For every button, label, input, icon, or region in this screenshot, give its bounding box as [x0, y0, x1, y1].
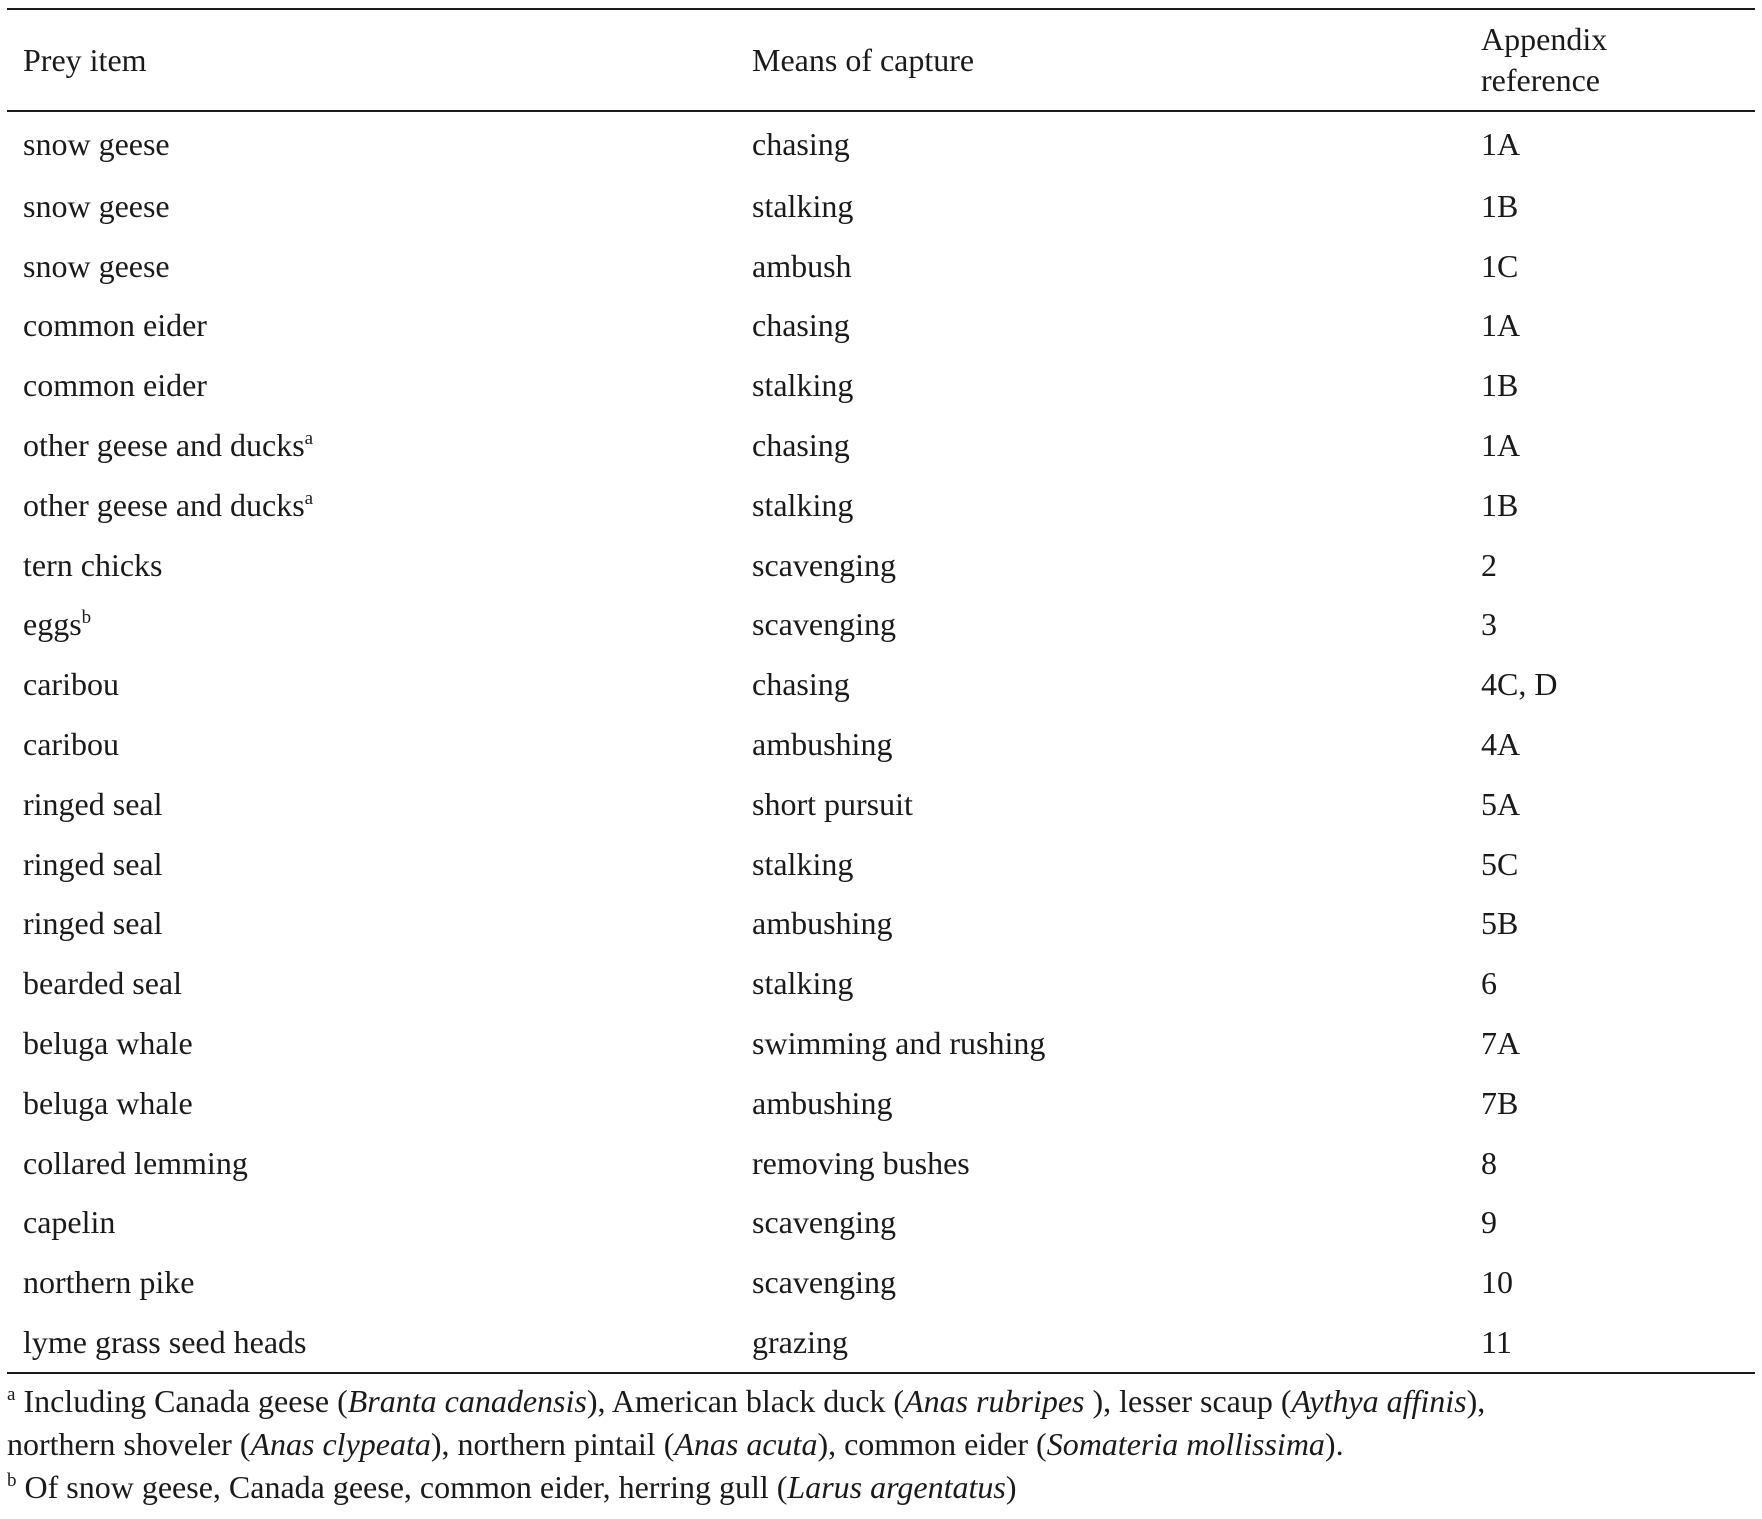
cell-prey-item	[7, 953, 736, 1013]
cell-means-of-capture: swimming and rushing	[752, 1025, 1046, 1062]
cell-means-of-capture: chasing	[752, 126, 850, 162]
table-row	[7, 1312, 1755, 1372]
cell-appendix-reference: 1B	[1481, 486, 1519, 523]
prey-item-text: lyme grass seed heads	[23, 1324, 307, 1361]
prey-item-text: beluga whale	[23, 1025, 193, 1062]
header-prey-item: Prey item	[23, 41, 147, 78]
cell-prey-item	[7, 595, 736, 655]
cell-appendix-reference: 8	[1481, 1144, 1497, 1181]
cell-means-of-capture: ambushing	[752, 726, 893, 763]
table-row	[7, 1193, 1755, 1253]
cell-appendix-reference: 1A	[1481, 307, 1521, 344]
cell-means-of-capture: stalking	[752, 845, 854, 882]
prey-item-text: capelin	[23, 1204, 116, 1241]
cell-appendix-reference: 5C	[1481, 845, 1519, 882]
prey-item-text: common eider	[23, 367, 207, 404]
footnote-a-text: ), northern pintail (	[430, 1425, 675, 1462]
footnote-a-text: northern shoveler (	[7, 1425, 251, 1462]
table-row	[7, 834, 1755, 894]
footnote-b-species: Larus argentatus	[787, 1468, 1006, 1505]
cell-prey-item	[7, 774, 736, 834]
prey-item-text: northern pike	[23, 1264, 195, 1301]
cell-prey-item	[7, 112, 736, 176]
footnote-a-species: Aythya affinis	[1291, 1382, 1467, 1419]
cell-means-of-capture: chasing	[752, 307, 850, 344]
table-row	[7, 176, 1755, 236]
cell-prey-item	[7, 176, 736, 236]
table-row	[7, 595, 1755, 655]
prey-item-text: snow geese	[23, 247, 170, 284]
table-row	[7, 355, 1755, 415]
cell-prey-item	[7, 415, 736, 475]
prey-item-text: ringed seal	[23, 905, 163, 942]
cell-means-of-capture: short pursuit	[752, 785, 913, 822]
cell-means-of-capture: stalking	[752, 486, 854, 523]
footnote-marker: b	[81, 607, 92, 629]
footnote-b-text: )	[1005, 1468, 1017, 1505]
prey-item-text: common eider	[23, 307, 207, 344]
cell-means-of-capture: chasing	[752, 666, 850, 703]
cell-means-of-capture: stalking	[752, 965, 854, 1002]
cell-appendix-reference: 1B	[1481, 187, 1519, 224]
footnote-a-text: ), American black duck (	[586, 1382, 905, 1419]
cell-appendix-reference: 7B	[1481, 1084, 1519, 1121]
table-row	[7, 774, 1755, 834]
cell-means-of-capture: stalking	[752, 187, 854, 224]
cell-prey-item	[7, 1013, 736, 1073]
cell-appendix-reference: 1C	[1481, 247, 1519, 284]
table-row	[7, 714, 1755, 774]
cell-prey-item	[7, 1312, 736, 1372]
table-row	[7, 535, 1755, 595]
cell-prey-item	[7, 236, 736, 296]
footnote-a-marker: a	[7, 1383, 16, 1405]
header-appendix-line2: reference	[1481, 62, 1600, 98]
footnote-b-text: Of snow geese, Canada geese, common eider, herring gull (	[16, 1468, 788, 1505]
cell-appendix-reference: 3	[1481, 606, 1497, 643]
footnote-marker: a	[304, 487, 314, 509]
cell-prey-item	[7, 355, 736, 415]
cell-appendix-reference: 5A	[1481, 785, 1521, 822]
cell-means-of-capture: scavenging	[752, 546, 896, 583]
cell-means-of-capture: chasing	[752, 427, 850, 464]
cell-appendix-reference: 1A	[1481, 126, 1521, 162]
cell-appendix-reference: 10	[1481, 1264, 1513, 1301]
table-header	[7, 10, 1755, 110]
cell-means-of-capture: stalking	[752, 367, 854, 404]
footnote-a-species: Anas clypeata	[250, 1425, 431, 1462]
cell-appendix-reference: 1A	[1481, 427, 1521, 464]
prey-item-text: other geese and ducks	[23, 427, 305, 464]
prey-item-text: beluga whale	[23, 1084, 193, 1121]
header-appendix-reference	[1465, 10, 1755, 110]
header-means-of-capture: Means of capture	[752, 41, 975, 78]
footnote-a-species: Anas acuta	[674, 1425, 818, 1462]
cell-means-of-capture: ambushing	[752, 1084, 893, 1121]
cell-means-of-capture: scavenging	[752, 1204, 896, 1241]
prey-item-text: collared lemming	[23, 1144, 248, 1181]
footnote-a-species: Branta canadensis	[347, 1382, 587, 1419]
cell-appendix-reference: 4A	[1481, 726, 1521, 763]
cell-means-of-capture: removing bushes	[752, 1144, 970, 1181]
prey-item-text: ringed seal	[23, 785, 163, 822]
prey-item-text: other geese and ducks	[23, 486, 305, 523]
cell-prey-item	[7, 296, 736, 356]
cell-appendix-reference: 5B	[1481, 905, 1519, 942]
cell-prey-item	[7, 475, 736, 535]
footnote-a-text: ), common eider (	[817, 1425, 1047, 1462]
footnote-a	[7, 1380, 1755, 1466]
prey-item-text: snow geese	[23, 126, 170, 162]
table-row	[7, 894, 1755, 954]
footnote-a-text: ), lesser scaup (	[1084, 1382, 1292, 1419]
cell-appendix-reference: 4C, D	[1481, 666, 1558, 703]
table-bottom-rule	[7, 1372, 1755, 1374]
cell-prey-item	[7, 1252, 736, 1312]
table-row	[7, 1252, 1755, 1312]
footnote-a-species: Somateria mollissima	[1046, 1425, 1325, 1462]
prey-item-text: snow geese	[23, 187, 170, 224]
prey-item-text: bearded seal	[23, 965, 183, 1002]
header-appendix-line1: Appendix	[1481, 21, 1608, 57]
table-row	[7, 1073, 1755, 1133]
prey-capture-table-body	[7, 112, 1755, 1372]
table-row	[7, 1133, 1755, 1193]
cell-appendix-reference: 9	[1481, 1204, 1497, 1241]
table-footnotes	[7, 1380, 1755, 1509]
footnote-a-text: ).	[1324, 1425, 1344, 1462]
cell-means-of-capture: ambushing	[752, 905, 893, 942]
footnote-a-species: Anas rubripes	[904, 1382, 1085, 1419]
table-row	[7, 236, 1755, 296]
cell-prey-item	[7, 894, 736, 954]
cell-means-of-capture: ambush	[752, 247, 852, 284]
cell-prey-item	[7, 535, 736, 595]
table-row	[7, 1013, 1755, 1073]
cell-prey-item	[7, 834, 736, 894]
cell-prey-item	[7, 714, 736, 774]
footnote-a-text: Including Canada geese (	[15, 1382, 348, 1419]
cell-appendix-reference: 6	[1481, 965, 1497, 1002]
table-row	[7, 112, 1755, 176]
table-body	[7, 112, 1755, 1372]
document-page	[7, 8, 1755, 1509]
cell-means-of-capture: grazing	[752, 1324, 848, 1361]
cell-prey-item	[7, 654, 736, 714]
prey-item-text: eggs	[23, 606, 82, 643]
cell-appendix-reference: 2	[1481, 546, 1497, 583]
prey-item-text: caribou	[23, 726, 119, 763]
footnote-b	[7, 1466, 1755, 1509]
cell-appendix-reference: 1B	[1481, 367, 1519, 404]
cell-prey-item	[7, 1133, 736, 1193]
footnote-marker: a	[304, 428, 314, 450]
table-row	[7, 415, 1755, 475]
table-row	[7, 953, 1755, 1013]
prey-capture-table	[7, 10, 1755, 110]
prey-item-text: caribou	[23, 666, 119, 703]
prey-item-text: ringed seal	[23, 845, 163, 882]
table-row	[7, 654, 1755, 714]
header-row	[7, 10, 1755, 110]
table-row	[7, 296, 1755, 356]
footnote-b-marker: b	[7, 1469, 17, 1491]
cell-appendix-reference: 11	[1481, 1324, 1512, 1361]
prey-item-text: tern chicks	[23, 546, 163, 583]
cell-means-of-capture: scavenging	[752, 1264, 896, 1301]
footnote-a-text: ),	[1466, 1382, 1486, 1419]
table-row	[7, 475, 1755, 535]
cell-prey-item	[7, 1073, 736, 1133]
cell-means-of-capture: scavenging	[752, 606, 896, 643]
cell-appendix-reference: 7A	[1481, 1025, 1521, 1062]
cell-prey-item	[7, 1193, 736, 1253]
